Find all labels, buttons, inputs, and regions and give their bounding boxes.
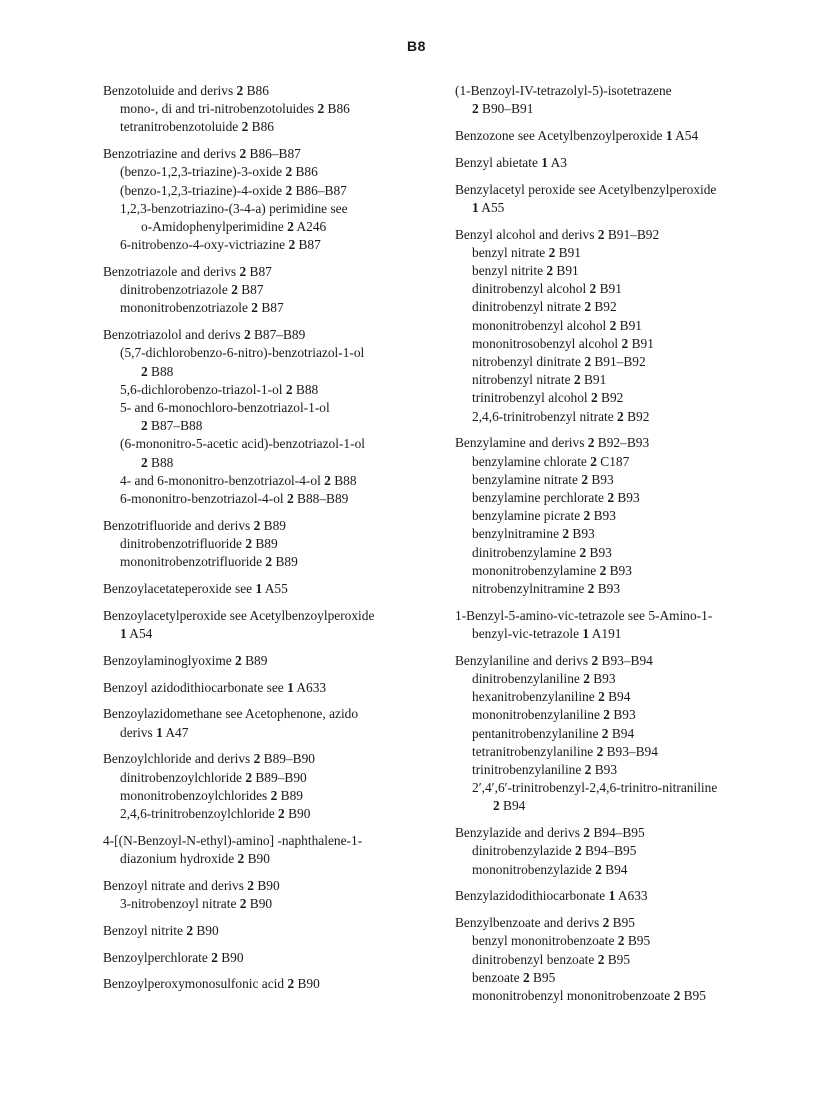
entry-subitem: 2 B87–B88 xyxy=(141,418,203,434)
entry-heading: Benzotoluide and derivs 2 B86 xyxy=(103,83,269,98)
entry-subitem: hexanitrobenzylaniline 2 B94 xyxy=(472,689,631,705)
entry-subitem: (benzo-1,2,3-triazine)-3-oxide 2 B86 xyxy=(120,164,318,180)
entry-subitem: nitrobenzylnitramine 2 B93 xyxy=(472,581,621,597)
entry-heading: Benzyl alcohol and derivs 2 B91–B92 xyxy=(455,226,660,242)
index-entry xyxy=(455,887,800,905)
index-entry xyxy=(103,832,448,868)
entry-subitem: trinitrobenzylaniline 2 B93 xyxy=(472,762,618,778)
index-entry xyxy=(455,824,800,879)
index-entry xyxy=(455,434,800,598)
entry-heading: Benzoylchloride and derivs 2 B89–B90 xyxy=(103,751,315,767)
index-entry xyxy=(103,679,448,697)
entry-heading: Benzylazidodithiocarbonate 1 A633 xyxy=(455,888,648,904)
entry-heading: diazonium hydroxide 2 B90 xyxy=(120,851,270,867)
entry-subitem: mononitrobenzyl mononitrobenzoate 2 B95 xyxy=(472,988,706,1004)
entry-heading: Benzoylperchlorate 2 B90 xyxy=(103,949,244,965)
entry-heading: benzyl-vic-tetrazole 1 A191 xyxy=(472,626,622,642)
entry-heading: Benzotriazine and derivs 2 B86–B87 xyxy=(103,146,301,162)
entry-heading: Benzylbenzoate and derivs 2 B95 xyxy=(455,915,635,931)
entry-subitem: benzylamine chlorate 2 C187 xyxy=(472,453,630,469)
entry-subitem: o-Amidophenylperimidine 2 A246 xyxy=(141,219,327,235)
entry-heading: Benzoylazidomethane see Acetophenone, azido xyxy=(103,706,359,722)
index-entry xyxy=(103,517,448,572)
index-entry xyxy=(103,145,448,254)
index-entry xyxy=(455,82,800,118)
entry-subitem: benzylamine nitrate 2 B93 xyxy=(472,471,614,487)
entry-subitem: benzyl nitrate 2 B91 xyxy=(472,244,581,260)
entry-heading: Benzoylperoxymonosulfonic acid 2 B90 xyxy=(103,976,320,992)
index-entry xyxy=(103,750,448,823)
index-entry xyxy=(103,922,448,940)
entry-heading: Benzylazide and derivs 2 B94–B95 xyxy=(455,825,645,841)
index-entry xyxy=(455,226,800,426)
entry-subitem: 5,6-dichlorobenzo-triazol-1-ol 2 B88 xyxy=(120,381,319,397)
entry-heading: Benzylacetyl peroxide see Acetylbenzylperoxide xyxy=(455,181,717,197)
entry-subitem: mononitrobenzotrifluoride 2 B89 xyxy=(120,554,298,570)
entry-heading: Benzoyl nitrite 2 B90 xyxy=(103,922,219,938)
entry-heading: Benzotrifluoride and derivs 2 B89 xyxy=(103,517,286,533)
entry-subitem: benzylnitramine 2 B93 xyxy=(472,526,595,542)
index-entry xyxy=(103,607,448,643)
index-entry xyxy=(455,652,800,816)
entry-subitem: 2 B88 xyxy=(141,363,174,379)
entry-heading: Benzoylacetylperoxide see Acetylbenzoylperoxide xyxy=(103,607,375,623)
entry-heading: Benzyl abietate 1 A3 xyxy=(455,154,567,170)
entry-heading: 2 B90–B91 xyxy=(472,101,534,117)
index-column-left xyxy=(103,82,448,1002)
entry-heading: (1-Benzoyl-IV-tetrazolyl-5)-isotetrazene xyxy=(455,83,672,98)
entry-heading: Benzylamine and derivs 2 B92–B93 xyxy=(455,435,650,451)
entry-subitem: 2,4,6-trinitrobenzoylchloride 2 B90 xyxy=(120,806,311,822)
entry-subitem: 5- and 6-monochloro-benzotriazol-1-ol xyxy=(120,400,330,416)
entry-heading: Benzotriazole and derivs 2 B87 xyxy=(103,264,272,280)
entry-heading: derivs 1 A47 xyxy=(120,724,189,740)
index-entry xyxy=(103,326,448,508)
index-entry xyxy=(455,181,800,217)
entry-heading: Benzylaniline and derivs 2 B93–B94 xyxy=(455,652,653,668)
entry-subitem: (benzo-1,2,3-triazine)-4-oxide 2 B86–B87 xyxy=(120,182,347,198)
entry-heading: Benzoyl azidodithiocarbonate see 1 A633 xyxy=(103,679,327,695)
entry-subitem: benzylamine perchlorate 2 B93 xyxy=(472,490,640,506)
entry-subitem: 4- and 6-mononitro-benzotriazol-4-ol 2 B88 xyxy=(120,472,357,488)
entry-subitem: mononitrobenzylaniline 2 B93 xyxy=(472,707,636,723)
index-entry xyxy=(455,914,800,1005)
index-entry xyxy=(103,263,448,318)
index-entry xyxy=(103,949,448,967)
entry-subitem: mononitrobenzylamine 2 B93 xyxy=(472,562,632,578)
index-column-right xyxy=(455,82,800,1014)
index-entry xyxy=(103,580,448,598)
entry-subitem: benzyl mononitrobenzoate 2 B95 xyxy=(472,933,651,949)
entry-subitem: (5,7-dichlorobenzo-6-nitro)-benzotriazol-1-ol xyxy=(120,345,365,361)
entry-subitem: tetranitrobenzylaniline 2 B93–B94 xyxy=(472,743,658,759)
entry-subitem: dinitrobenzotriazole 2 B87 xyxy=(120,282,264,298)
entry-subitem: 2 B88 xyxy=(141,454,174,470)
entry-subitem: nitrobenzyl nitrate 2 B91 xyxy=(472,372,607,388)
entry-subitem: dinitrobenzylazide 2 B94–B95 xyxy=(472,843,637,859)
entry-subitem: 2 B94 xyxy=(493,798,526,814)
entry-subitem: mononitrobenzotriazole 2 B87 xyxy=(120,300,284,316)
index-entry xyxy=(455,127,800,145)
index-entry xyxy=(103,975,448,993)
index-entry xyxy=(455,154,800,172)
index-entry xyxy=(103,877,448,913)
entry-subitem: 2′,4′,6′-trinitrobenzyl-2,4,6-trinitro-nitraniline xyxy=(472,780,718,796)
entry-heading: Benzotriazolol and derivs 2 B87–B89 xyxy=(103,327,306,343)
entry-heading: Benzoylaminoglyoxime 2 B89 xyxy=(103,652,268,668)
entry-heading: 1 A55 xyxy=(472,199,505,215)
index-entry xyxy=(103,705,448,741)
entry-subitem: mononitrobenzylazide 2 B94 xyxy=(472,861,628,877)
entry-subitem: mononitrobenzyl alcohol 2 B91 xyxy=(472,317,642,333)
entry-subitem: 6-nitrobenzo-4-oxy-victriazine 2 B87 xyxy=(120,237,321,253)
entry-subitem: dinitrobenzotrifluoride 2 B89 xyxy=(120,536,278,552)
entry-subitem: mono-, di and tri-nitrobenzotoluides 2 B86 xyxy=(120,101,350,117)
index-entry xyxy=(103,652,448,670)
entry-subitem: nitrobenzyl dinitrate 2 B91–B92 xyxy=(472,354,646,370)
entry-subitem: pentanitrobenzylaniline 2 B94 xyxy=(472,725,635,741)
entry-subitem: tetranitrobenzotoluide 2 B86 xyxy=(120,119,274,135)
entry-subitem: benzylamine picrate 2 B93 xyxy=(472,508,616,524)
entry-subitem: benzyl nitrite 2 B91 xyxy=(472,263,579,278)
entry-heading: 4-[(N-Benzoyl-N-ethyl)-amino] -naphthalene-1- xyxy=(103,832,363,848)
page-number-header: B8 xyxy=(407,38,426,54)
entry-subitem: 1,2,3-benzotriazino-(3-4-a) perimidine see xyxy=(120,200,348,216)
entry-subitem: 6-mononitro-benzotriazol-4-ol 2 B88–B89 xyxy=(120,491,349,507)
entry-subitem: dinitrobenzylaniline 2 B93 xyxy=(472,671,616,687)
entry-subitem: dinitrobenzylamine 2 B93 xyxy=(472,544,612,560)
entry-subitem: 3-nitrobenzoyl nitrate 2 B90 xyxy=(120,896,273,912)
entry-heading: 1 A54 xyxy=(120,626,153,642)
entry-subitem: dinitrobenzyl alcohol 2 B91 xyxy=(472,281,622,297)
entry-heading: Benzoyl nitrate and derivs 2 B90 xyxy=(103,877,280,893)
entry-heading: 1-Benzyl-5-amino-vic-tetrazole see 5-Amino-1- xyxy=(455,607,713,623)
entry-heading: Benzoylacetateperoxide see 1 A55 xyxy=(103,581,288,597)
entry-subitem: trinitrobenzyl alcohol 2 B92 xyxy=(472,390,624,406)
index-entry xyxy=(455,607,800,643)
entry-subitem: dinitrobenzyl nitrate 2 B92 xyxy=(472,299,617,315)
entry-subitem: (6-mononitro-5-acetic acid)-benzotriazol-1-ol xyxy=(120,436,366,452)
entry-subitem: dinitrobenzyl benzoate 2 B95 xyxy=(472,951,631,967)
entry-subitem: mononitrobenzoylchlorides 2 B89 xyxy=(120,787,303,803)
index-entry xyxy=(103,82,448,137)
entry-subitem: dinitrobenzoylchloride 2 B89–B90 xyxy=(120,769,307,785)
entry-heading: Benzozone see Acetylbenzoylperoxide 1 A54 xyxy=(455,128,699,143)
entry-subitem: benzoate 2 B95 xyxy=(472,969,556,985)
entry-subitem: 2,4,6-trinitrobenzyl nitrate 2 B92 xyxy=(472,408,650,424)
entry-subitem: mononitrosobenzyl alcohol 2 B91 xyxy=(472,335,654,351)
